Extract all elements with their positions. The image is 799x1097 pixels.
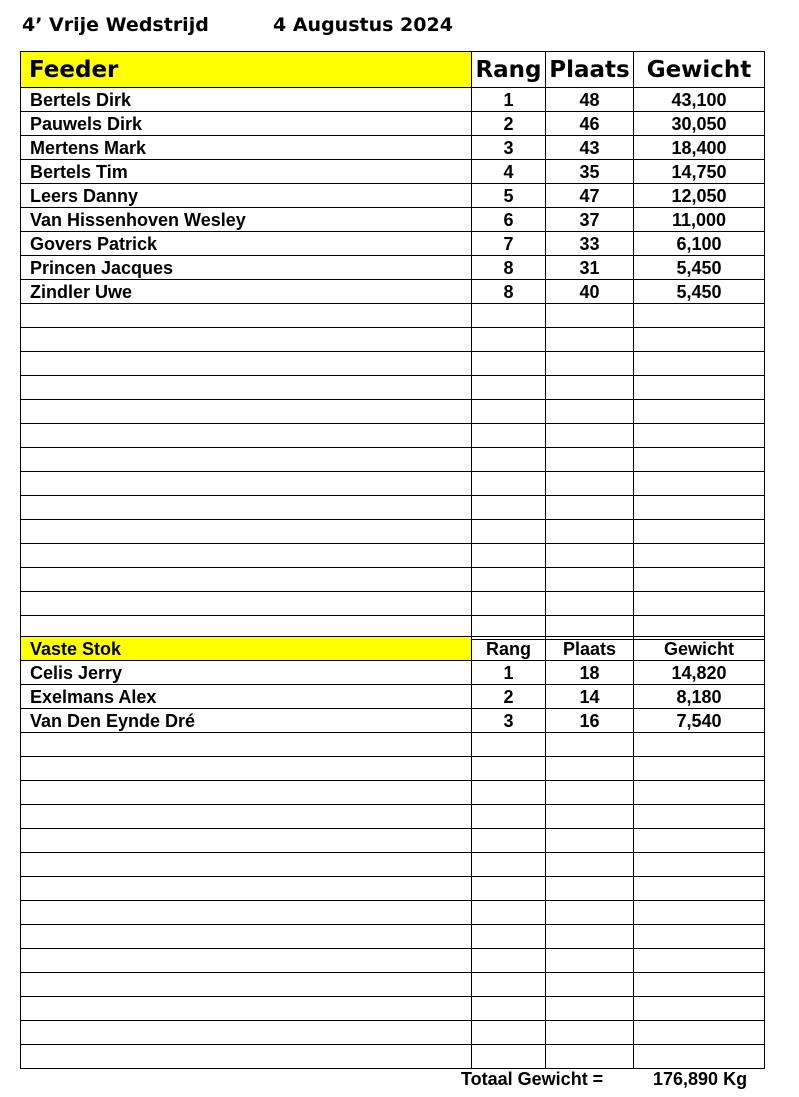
feeder-row (21, 472, 765, 496)
feeder-cell-rank (472, 568, 546, 592)
feeder-cell-weight (634, 520, 765, 544)
vaste-stok-cell-rank (472, 829, 546, 853)
vaste-stok-cell-rank (472, 877, 546, 901)
feeder-row (21, 88, 765, 112)
vaste-stok-header-place: Plaats (546, 637, 634, 661)
feeder-cell-weight (634, 400, 765, 424)
vaste-stok-cell-weight (634, 805, 765, 829)
vaste-stok-cell-weight (634, 949, 765, 973)
vaste-stok-cell-place: 18 (546, 661, 634, 685)
vaste-stok-row (21, 805, 765, 829)
feeder-cell-rank (472, 304, 546, 328)
feeder-cell-name: Bertels Dirk (21, 88, 472, 112)
feeder-cell-place: 43 (546, 136, 634, 160)
vaste-stok-cell-weight (634, 997, 765, 1021)
vaste-stok-cell-name (21, 829, 472, 853)
vaste-stok-cell-rank: 1 (472, 661, 546, 685)
vaste-stok-cell-name (21, 1045, 472, 1069)
vaste-stok-cell-place (546, 853, 634, 877)
feeder-cell-place: 48 (546, 88, 634, 112)
vaste-stok-row (21, 973, 765, 997)
vaste-stok-cell-rank (472, 733, 546, 757)
feeder-cell-place (546, 568, 634, 592)
feeder-cell-rank (472, 472, 546, 496)
feeder-cell-rank (472, 400, 546, 424)
feeder-cell-rank: 6 (472, 208, 546, 232)
feeder-cell-name (21, 472, 472, 496)
feeder-cell-place: 47 (546, 184, 634, 208)
feeder-cell-place (546, 520, 634, 544)
vaste-stok-cell-weight (634, 925, 765, 949)
feeder-cell-weight: 30,050 (634, 112, 765, 136)
vaste-stok-cell-weight (634, 973, 765, 997)
vaste-stok-cell-rank (472, 973, 546, 997)
feeder-cell-place (546, 304, 634, 328)
feeder-cell-weight: 11,000 (634, 208, 765, 232)
vaste-stok-row (21, 685, 765, 709)
feeder-cell-place: 33 (546, 232, 634, 256)
feeder-header-place: Plaats (546, 52, 634, 88)
feeder-row (21, 400, 765, 424)
feeder-cell-rank: 2 (472, 112, 546, 136)
feeder-cell-weight: 18,400 (634, 136, 765, 160)
vaste-stok-cell-name (21, 757, 472, 781)
vaste-stok-cell-rank (472, 949, 546, 973)
feeder-cell-weight: 14,750 (634, 160, 765, 184)
feeder-cell-place: 46 (546, 112, 634, 136)
feeder-cell-rank: 8 (472, 256, 546, 280)
feeder-cell-name: Mertens Mark (21, 136, 472, 160)
vaste-stok-cell-weight (634, 1021, 765, 1045)
feeder-cell-place: 40 (546, 280, 634, 304)
feeder-row (21, 448, 765, 472)
vaste-stok-body (21, 661, 765, 1069)
feeder-cell-rank (472, 592, 546, 616)
vaste-stok-row (21, 829, 765, 853)
vaste-stok-cell-weight (634, 781, 765, 805)
feeder-cell-name (21, 328, 472, 352)
feeder-row (21, 520, 765, 544)
feeder-cell-weight (634, 448, 765, 472)
vaste-stok-cell-place (546, 901, 634, 925)
vaste-stok-row (21, 1021, 765, 1045)
vaste-stok-cell-place (546, 949, 634, 973)
feeder-cell-place (546, 592, 634, 616)
vaste-stok-cell-place (546, 829, 634, 853)
feeder-cell-rank: 5 (472, 184, 546, 208)
vaste-stok-cell-weight: 14,820 (634, 661, 765, 685)
vaste-stok-cell-weight (634, 733, 765, 757)
vaste-stok-cell-rank (472, 1021, 546, 1045)
vaste-stok-cell-name (21, 805, 472, 829)
feeder-row (21, 160, 765, 184)
vaste-stok-cell-name (21, 1021, 472, 1045)
feeder-row (21, 184, 765, 208)
total-weight-value: 176,890 Kg (653, 1069, 748, 1089)
feeder-cell-weight: 43,100 (634, 88, 765, 112)
feeder-cell-weight: 5,450 (634, 256, 765, 280)
vaste-stok-cell-weight (634, 757, 765, 781)
feeder-cell-weight: 5,450 (634, 280, 765, 304)
feeder-row (21, 376, 765, 400)
feeder-cell-weight (634, 352, 765, 376)
feeder-cell-weight: 12,050 (634, 184, 765, 208)
vaste-stok-row (21, 757, 765, 781)
vaste-stok-cell-rank (472, 781, 546, 805)
feeder-header-weight: Gewicht (634, 52, 765, 88)
vaste-stok-cell-rank (472, 757, 546, 781)
vaste-stok-cell-name (21, 781, 472, 805)
feeder-cell-name (21, 520, 472, 544)
feeder-cell-rank (472, 544, 546, 568)
vaste-stok-cell-rank (472, 805, 546, 829)
feeder-cell-place: 31 (546, 256, 634, 280)
vaste-stok-cell-place: 14 (546, 685, 634, 709)
vaste-stok-cell-rank (472, 901, 546, 925)
feeder-cell-rank: 8 (472, 280, 546, 304)
vaste-stok-results-table (20, 636, 765, 1069)
vaste-stok-row (21, 781, 765, 805)
feeder-cell-place (546, 544, 634, 568)
feeder-cell-weight (634, 472, 765, 496)
vaste-stok-row (21, 853, 765, 877)
vaste-stok-cell-place (546, 757, 634, 781)
vaste-stok-cell-place (546, 973, 634, 997)
feeder-cell-name (21, 544, 472, 568)
feeder-cell-name: Van Hissenhoven Wesley (21, 208, 472, 232)
feeder-cell-weight (634, 592, 765, 616)
vaste-stok-row (21, 877, 765, 901)
feeder-cell-weight: 6,100 (634, 232, 765, 256)
vaste-stok-cell-weight (634, 853, 765, 877)
feeder-cell-name: Princen Jacques (21, 256, 472, 280)
feeder-cell-name: Leers Danny (21, 184, 472, 208)
vaste-stok-row (21, 949, 765, 973)
vaste-stok-row (21, 925, 765, 949)
feeder-cell-rank (472, 328, 546, 352)
feeder-cell-weight (634, 496, 765, 520)
vaste-stok-row (21, 661, 765, 685)
feeder-row (21, 424, 765, 448)
feeder-cell-rank: 7 (472, 232, 546, 256)
vaste-stok-row (21, 901, 765, 925)
feeder-cell-weight (634, 544, 765, 568)
feeder-row (21, 136, 765, 160)
feeder-cell-name (21, 592, 472, 616)
vaste-stok-cell-rank (472, 1045, 546, 1069)
feeder-cell-rank (472, 448, 546, 472)
feeder-row (21, 352, 765, 376)
feeder-row (21, 280, 765, 304)
feeder-cell-weight (634, 424, 765, 448)
feeder-cell-rank (472, 520, 546, 544)
vaste-stok-cell-place (546, 1045, 634, 1069)
feeder-body (21, 88, 765, 640)
vaste-stok-cell-weight (634, 877, 765, 901)
vaste-stok-header-rank: Rang (472, 637, 546, 661)
vaste-stok-cell-weight (634, 1045, 765, 1069)
vaste-stok-cell-weight (634, 901, 765, 925)
event-date: 4 Augustus 2024 (273, 14, 453, 36)
feeder-row (21, 304, 765, 328)
feeder-cell-rank: 3 (472, 136, 546, 160)
feeder-cell-place: 37 (546, 208, 634, 232)
vaste-stok-cell-weight: 8,180 (634, 685, 765, 709)
feeder-row (21, 568, 765, 592)
vaste-stok-row (21, 709, 765, 733)
feeder-cell-name (21, 352, 472, 376)
vaste-stok-cell-place (546, 1021, 634, 1045)
feeder-row (21, 496, 765, 520)
feeder-row (21, 112, 765, 136)
feeder-cell-name (21, 448, 472, 472)
feeder-results-table (20, 51, 765, 640)
feeder-cell-weight (634, 376, 765, 400)
feeder-cell-rank: 1 (472, 88, 546, 112)
feeder-cell-place (546, 352, 634, 376)
vaste-stok-header-weight: Gewicht (634, 637, 765, 661)
vaste-stok-cell-name (21, 733, 472, 757)
feeder-cell-place (546, 328, 634, 352)
vaste-stok-cell-rank (472, 853, 546, 877)
feeder-row (21, 208, 765, 232)
feeder-row (21, 256, 765, 280)
feeder-cell-rank (472, 424, 546, 448)
vaste-stok-cell-name (21, 925, 472, 949)
feeder-cell-rank (472, 352, 546, 376)
vaste-stok-header-row (21, 637, 765, 661)
feeder-cell-place: 35 (546, 160, 634, 184)
feeder-cell-rank (472, 496, 546, 520)
vaste-stok-cell-weight (634, 829, 765, 853)
vaste-stok-cell-name (21, 853, 472, 877)
vaste-stok-cell-place: 16 (546, 709, 634, 733)
feeder-cell-name: Govers Patrick (21, 232, 472, 256)
feeder-row (21, 232, 765, 256)
vaste-stok-cell-rank: 3 (472, 709, 546, 733)
vaste-stok-cell-rank (472, 925, 546, 949)
feeder-cell-place (546, 472, 634, 496)
vaste-stok-cell-name (21, 997, 472, 1021)
feeder-header-name: Feeder (21, 52, 472, 88)
feeder-cell-name (21, 568, 472, 592)
feeder-cell-place (546, 496, 634, 520)
vaste-stok-cell-rank: 2 (472, 685, 546, 709)
feeder-row (21, 592, 765, 616)
feeder-cell-place (546, 376, 634, 400)
vaste-stok-header-name: Vaste Stok (21, 637, 472, 661)
vaste-stok-cell-place (546, 781, 634, 805)
feeder-cell-name (21, 376, 472, 400)
vaste-stok-cell-name (21, 877, 472, 901)
vaste-stok-cell-place (546, 733, 634, 757)
feeder-cell-weight (634, 304, 765, 328)
vaste-stok-cell-place (546, 925, 634, 949)
vaste-stok-cell-weight: 7,540 (634, 709, 765, 733)
page-title (22, 11, 722, 39)
event-title: 4’ Vrije Wedstrijd (22, 14, 209, 36)
vaste-stok-cell-place (546, 997, 634, 1021)
feeder-cell-place (546, 448, 634, 472)
feeder-cell-name (21, 424, 472, 448)
feeder-row (21, 544, 765, 568)
vaste-stok-cell-place (546, 805, 634, 829)
feeder-cell-name (21, 496, 472, 520)
feeder-cell-place (546, 400, 634, 424)
feeder-header-row (21, 52, 765, 88)
feeder-cell-rank (472, 376, 546, 400)
vaste-stok-cell-place (546, 877, 634, 901)
feeder-cell-name (21, 400, 472, 424)
vaste-stok-row (21, 733, 765, 757)
vaste-stok-row (21, 1045, 765, 1069)
feeder-cell-rank: 4 (472, 160, 546, 184)
feeder-cell-name: Zindler Uwe (21, 280, 472, 304)
vaste-stok-cell-name: Exelmans Alex (21, 685, 472, 709)
vaste-stok-cell-name (21, 973, 472, 997)
vaste-stok-cell-name (21, 901, 472, 925)
feeder-cell-name: Pauwels Dirk (21, 112, 472, 136)
vaste-stok-cell-name (21, 949, 472, 973)
total-weight-label: Totaal Gewicht = (461, 1069, 604, 1089)
feeder-cell-weight (634, 568, 765, 592)
feeder-row (21, 328, 765, 352)
vaste-stok-row (21, 997, 765, 1021)
vaste-stok-cell-name: Van Den Eynde Dré (21, 709, 472, 733)
feeder-cell-name: Bertels Tim (21, 160, 472, 184)
feeder-cell-name (21, 304, 472, 328)
feeder-cell-place (546, 424, 634, 448)
vaste-stok-cell-name: Celis Jerry (21, 661, 472, 685)
feeder-cell-weight (634, 328, 765, 352)
vaste-stok-cell-rank (472, 997, 546, 1021)
feeder-header-rank: Rang (472, 52, 546, 88)
